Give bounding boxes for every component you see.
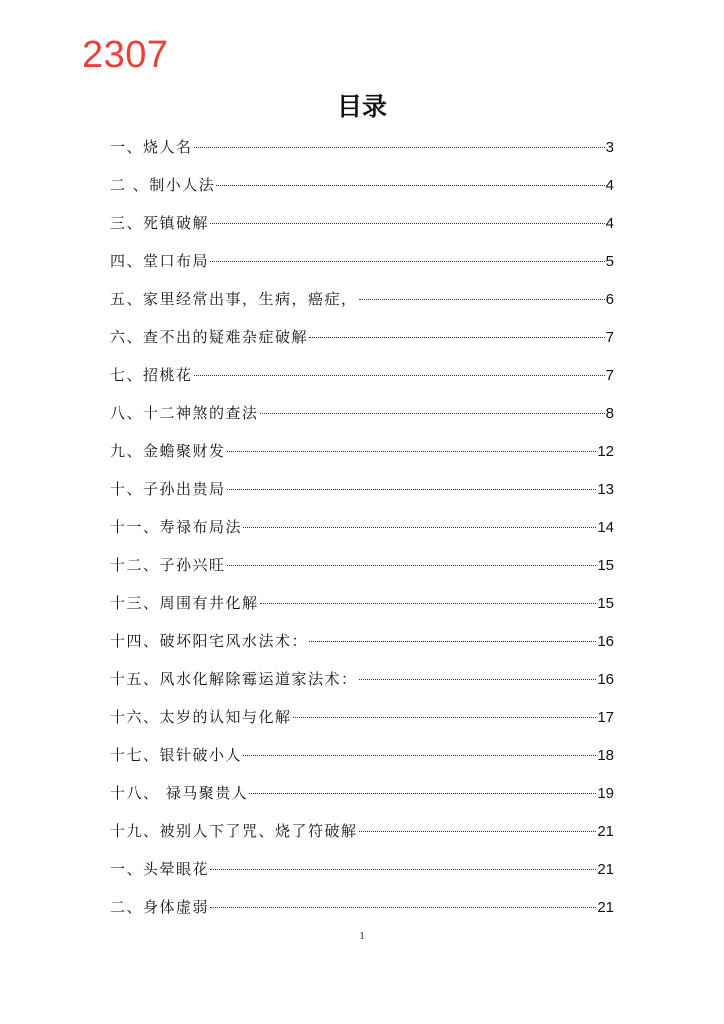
toc-entry-label: 八、十二神煞的查法 xyxy=(110,404,259,422)
toc-entry-label: 十三、周围有井化解 xyxy=(110,594,259,612)
toc-dot-leader xyxy=(293,717,597,718)
toc-dot-leader xyxy=(227,451,597,452)
toc-entry-label: 十二、子孙兴旺 xyxy=(110,556,226,574)
toc-entry-page: 15 xyxy=(597,557,614,574)
toc-entry-page: 21 xyxy=(597,861,614,878)
toc-dot-leader xyxy=(359,831,597,832)
toc-entry-page: 3 xyxy=(605,139,614,156)
toc-dot-leader xyxy=(243,755,596,756)
toc-entry-label: 十一、寿禄布局法 xyxy=(110,518,243,536)
toc-entry-label: 一、头晕眼花 xyxy=(110,860,210,878)
toc-entry-label: 十四、破坏阳宅风水法术： xyxy=(110,632,309,650)
toc-entry-label: 四、堂口布局 xyxy=(110,252,210,270)
toc-entry-page: 15 xyxy=(597,595,614,612)
toc-dot-leader xyxy=(210,869,596,870)
toc-entry[interactable] xyxy=(110,888,614,926)
toc-entry[interactable] xyxy=(110,432,614,470)
toc-dot-leader xyxy=(194,375,605,376)
toc-entry[interactable] xyxy=(110,660,614,698)
toc-entry-page: 16 xyxy=(597,671,614,688)
toc-entry-page: 8 xyxy=(605,405,614,422)
toc-entry-page: 16 xyxy=(597,633,614,650)
toc-entry-page: 6 xyxy=(605,291,614,308)
toc-entry[interactable] xyxy=(110,546,614,584)
toc-dot-leader xyxy=(359,679,597,680)
toc-dot-leader xyxy=(210,907,596,908)
toc-dot-leader xyxy=(227,565,597,566)
toc-dot-leader xyxy=(359,299,605,300)
toc-entry-label: 三、死镇破解 xyxy=(110,214,210,232)
toc-entry[interactable] xyxy=(110,698,614,736)
toc-entry-label: 十八、 禄马聚贵人 xyxy=(110,784,249,802)
toc-entry-label: 九、金蟾聚财发 xyxy=(110,442,226,460)
toc-entry-page: 4 xyxy=(605,215,614,232)
toc-entry-page: 14 xyxy=(597,519,614,536)
toc-entry-page: 7 xyxy=(605,367,614,384)
toc-dot-leader xyxy=(260,603,597,604)
toc-dot-leader xyxy=(243,527,596,528)
toc-entry[interactable] xyxy=(110,318,614,356)
toc-entry[interactable] xyxy=(110,356,614,394)
page-number: 1 xyxy=(359,930,365,942)
toc-entry-page: 12 xyxy=(597,443,614,460)
document-id-stamp: 2307 xyxy=(82,34,169,76)
toc-entry[interactable] xyxy=(110,584,614,622)
toc-entry[interactable] xyxy=(110,622,614,660)
toc-entry[interactable] xyxy=(110,470,614,508)
toc-dot-leader xyxy=(210,223,605,224)
toc-entry[interactable] xyxy=(110,850,614,888)
toc-dot-leader xyxy=(249,793,596,794)
toc-dot-leader xyxy=(309,641,596,642)
toc-entry-page: 17 xyxy=(597,709,614,726)
toc-entry[interactable] xyxy=(110,204,614,242)
toc-entry[interactable] xyxy=(110,280,614,318)
toc-entry-page: 18 xyxy=(597,747,614,764)
toc-dot-leader xyxy=(227,489,597,490)
toc-entry-label: 二 、制小人法 xyxy=(110,176,216,194)
toc-entry[interactable] xyxy=(110,774,614,812)
toc-entry-label: 十、子孙出贵局 xyxy=(110,480,226,498)
toc-entry-page: 7 xyxy=(605,329,614,346)
toc-entry-label: 十九、被别人下了咒、烧了符破解 xyxy=(110,822,358,840)
toc-entry[interactable] xyxy=(110,736,614,774)
toc-entry-label: 二、身体虚弱 xyxy=(110,898,210,916)
toc-entry-label: 五、家里经常出事，生病，癌症， xyxy=(110,290,358,308)
toc-entry[interactable] xyxy=(110,128,614,166)
toc-entry-page: 13 xyxy=(597,481,614,498)
toc-entry[interactable] xyxy=(110,166,614,204)
toc-entry[interactable] xyxy=(110,812,614,850)
toc-entry-page: 19 xyxy=(597,785,614,802)
toc-dot-leader xyxy=(309,337,605,338)
toc-entry[interactable] xyxy=(110,508,614,546)
toc-entry-label: 十五、风水化解除霉运道家法术： xyxy=(110,670,358,688)
toc-entry-page: 21 xyxy=(597,823,614,840)
toc-entry-label: 六、查不出的疑难杂症破解 xyxy=(110,328,309,346)
toc-dot-leader xyxy=(194,147,605,148)
toc-entry-label: 七、招桃花 xyxy=(110,366,193,384)
toc-entry-label: 一、烧人名 xyxy=(110,138,193,156)
toc-dot-leader xyxy=(216,185,604,186)
toc-dot-leader xyxy=(210,261,605,262)
toc-entry-page: 21 xyxy=(597,899,614,916)
toc-dot-leader xyxy=(260,413,605,414)
toc-entry-label: 十六、太岁的认知与化解 xyxy=(110,708,292,726)
toc-entry-page: 5 xyxy=(605,253,614,270)
toc-entry-label: 十七、银针破小人 xyxy=(110,746,243,764)
toc-entry[interactable] xyxy=(110,242,614,280)
toc-title: 目录 xyxy=(336,92,387,121)
toc-entry-page: 4 xyxy=(605,177,614,194)
toc-entry[interactable] xyxy=(110,394,614,432)
table-of-contents xyxy=(110,128,614,926)
